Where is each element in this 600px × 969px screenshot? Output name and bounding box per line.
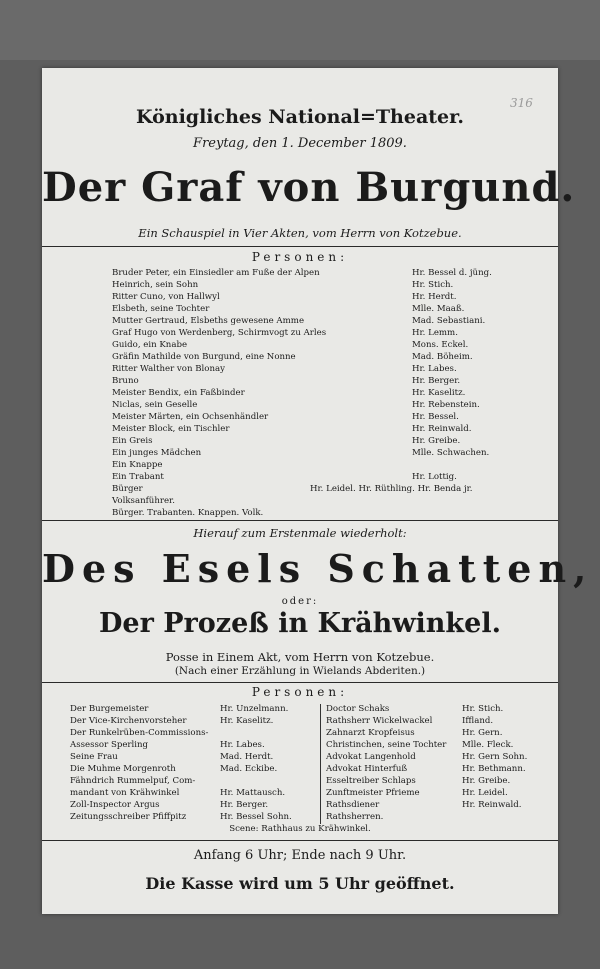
cast-actor: Hr. Kaselitz. xyxy=(412,388,466,398)
cast-role: Esseltreiber Schlaps xyxy=(326,776,416,786)
cast-role: mandant von Krähwinkel xyxy=(70,788,180,798)
cast-role: Volksanführer. xyxy=(112,496,175,506)
archive-pencil-note: 316 xyxy=(510,96,533,110)
cast-role: Mutter Gertraud, Elsbeths gewesene Amme xyxy=(112,316,305,326)
cast-actor: Hr. Rebenstein. xyxy=(412,400,480,410)
play2-intro: Hierauf zum Erstenmale wiederholt: xyxy=(193,526,407,540)
cast-actor: Hr. Bessel. xyxy=(412,412,459,422)
divider xyxy=(42,682,558,683)
cast-actor: Hr. Lottig. xyxy=(412,472,457,482)
start-end-times: Anfang 6 Uhr; Ende nach 9 Uhr. xyxy=(193,848,407,863)
cast-actor: Hr. Leidel. xyxy=(462,788,508,798)
divider xyxy=(42,840,558,841)
cast-actor: Mad. Herdt. xyxy=(220,752,274,762)
cast-actor: Hr. Gern Sohn. xyxy=(462,752,528,762)
column-divider xyxy=(320,704,321,824)
cast-actor: Hr. Herdt. xyxy=(412,292,457,302)
cast-role: Seine Frau xyxy=(70,752,118,762)
cast-role: Ritter Walther von Blonay xyxy=(112,364,225,374)
cast-actor: Mad. Eckibe. xyxy=(220,764,278,774)
cast-role: Christinchen, seine Tochter xyxy=(326,740,447,750)
cast-actor: Hr. Bessel d. jüng. xyxy=(412,268,492,278)
cast-role: Advokat Hinterfuß xyxy=(326,764,408,774)
box-office-note: Die Kasse wird um 5 Uhr geöffnet. xyxy=(145,874,455,893)
cast-actor: Hr. Reinwald. xyxy=(412,424,472,434)
cast-role: Bruder Peter, ein Einsiedler am Fuße der Alpen xyxy=(112,268,320,278)
play2-oder: oder: xyxy=(281,596,319,607)
cast-role: Guido, ein Knabe xyxy=(112,340,188,350)
cast-actor: Hr. Berger. xyxy=(220,800,269,810)
cast-role: Ein Knappe xyxy=(112,460,163,470)
play1-personen-heading: Personen: xyxy=(251,250,349,264)
cast-role: Heinrich, sein Sohn xyxy=(112,280,199,290)
cast-role: Advokat Langenhold xyxy=(326,752,416,762)
cast-role: Bruno xyxy=(112,376,139,386)
cast-role: Ritter Cuno, von Hallwyl xyxy=(112,292,220,302)
play2-alt-title: Der Prozeß in Krähwinkel. xyxy=(99,608,501,639)
scan-background xyxy=(0,0,600,60)
cast-role: Ein junges Mädchen xyxy=(112,448,202,458)
cast-actor: Hr. Bethmann. xyxy=(462,764,526,774)
cast-actor: Hr. Stich. xyxy=(462,704,504,714)
cast-actor: Hr. Kaselitz. xyxy=(220,716,274,726)
play2-note: (Nach einer Erzählung in Wielands Abderiten.) xyxy=(174,665,426,677)
cast-role: Der Vice-Kirchenvorsteher xyxy=(70,716,187,726)
cast-actor: Hr. Bessel Sohn. xyxy=(220,812,292,822)
cast-role: Rathsherr Wickelwackel xyxy=(326,716,433,726)
cast-role: Gräfin Mathilde von Burgund, eine Nonne xyxy=(112,352,296,362)
cast-role: Graf Hugo von Werdenberg, Schirmvogt zu Arles xyxy=(112,328,327,338)
cast-actor: Hr. Labes. xyxy=(412,364,457,374)
cast-role: Zoll-Inspector Argus xyxy=(70,800,160,810)
cast-actor: Mlle. Maaß. xyxy=(412,304,465,314)
cast-role: Zunftmeister Pfrieme xyxy=(326,788,420,798)
cast-role: Bürger xyxy=(112,484,143,494)
cast-role: Elsbeth, seine Tochter xyxy=(112,304,210,314)
cast-actor: Mad. Böheim. xyxy=(412,352,473,362)
playbill-sheet xyxy=(42,68,594,914)
cast-actor: Hr. Stich. xyxy=(412,280,454,290)
cast-role: Assessor Sperling xyxy=(70,740,149,750)
cast-role: Ein Greis xyxy=(112,436,153,446)
cast-actor: Mad. Sebastiani. xyxy=(412,316,486,326)
cast-role: Meister Märten, ein Ochsenhändler xyxy=(112,412,269,422)
play2-personen-heading: Personen: xyxy=(251,685,349,699)
play1-subtitle: Ein Schauspiel in Vier Akten, vom Herrn von Kotzebue. xyxy=(138,226,462,240)
cast-actor: Hr. Gern. xyxy=(462,728,503,738)
cast-actor: Hr. Mattausch. xyxy=(220,788,286,798)
divider xyxy=(42,246,558,247)
cast-actor: Hr. Berger. xyxy=(412,376,461,386)
cast-role: Der Burgemeister xyxy=(70,704,149,714)
cast-actor: Hr. Lemm. xyxy=(412,328,458,338)
cast-role: Doctor Schaks xyxy=(326,704,390,714)
play1-title: Der Graf von Burgund. xyxy=(42,164,576,211)
cast-role: Fähndrich Rummelpuf, Com- xyxy=(70,776,196,786)
cast-role: Meister Block, ein Tischler xyxy=(112,424,230,434)
cast-actor: Hr. Greibe. xyxy=(462,776,511,786)
cast-actor: Hr. Labes. xyxy=(220,740,265,750)
cast-actor: Hr. Greibe. xyxy=(412,436,461,446)
performance-date: Freytag, den 1. December 1809. xyxy=(193,136,407,151)
cast-actor: Iffland. xyxy=(462,716,494,726)
cast-role: Die Muhme Morgenroth xyxy=(70,764,176,774)
divider xyxy=(42,520,558,521)
cast-actor: Mlle. Schwachen. xyxy=(412,448,490,458)
cast-role: Niclas, sein Geselle xyxy=(112,400,198,410)
cast-actor: Hr. Unzelmann. xyxy=(220,704,289,714)
cast-role: Bürger. Trabanten. Knappen. Volk. xyxy=(112,508,264,518)
cast-role: Meister Bendix, ein Faßbinder xyxy=(112,388,245,398)
cast-role: Rathsherren. xyxy=(326,812,384,822)
cast-actor: Mlle. Fleck. xyxy=(462,740,514,750)
cast-actor: Mons. Eckel. xyxy=(412,340,469,350)
play2-scene: Scene: Rathhaus zu Krähwinkel. xyxy=(229,824,371,834)
play2-title: Des Esels Schatten, xyxy=(42,546,594,591)
theater-name: Königliches National=Theater. xyxy=(135,106,464,128)
cast-role: Rathsdiener xyxy=(326,800,380,810)
play2-subtitle: Posse in Einem Akt, vom Herrn von Kotzebue. xyxy=(165,650,435,664)
cast-role: Ein Trabant xyxy=(112,472,164,482)
cast-actor: Hr. Leidel. Hr. Rüthling. Hr. Benda jr. xyxy=(310,484,473,494)
cast-role: Zahnarzt Kropfeisus xyxy=(326,728,415,738)
cast-role: Der Runkelrüben-Commissions- xyxy=(70,728,209,738)
cast-role: Zeitungsschreiber Pfiffpitz xyxy=(70,812,187,822)
cast-actor: Hr. Reinwald. xyxy=(462,800,522,810)
